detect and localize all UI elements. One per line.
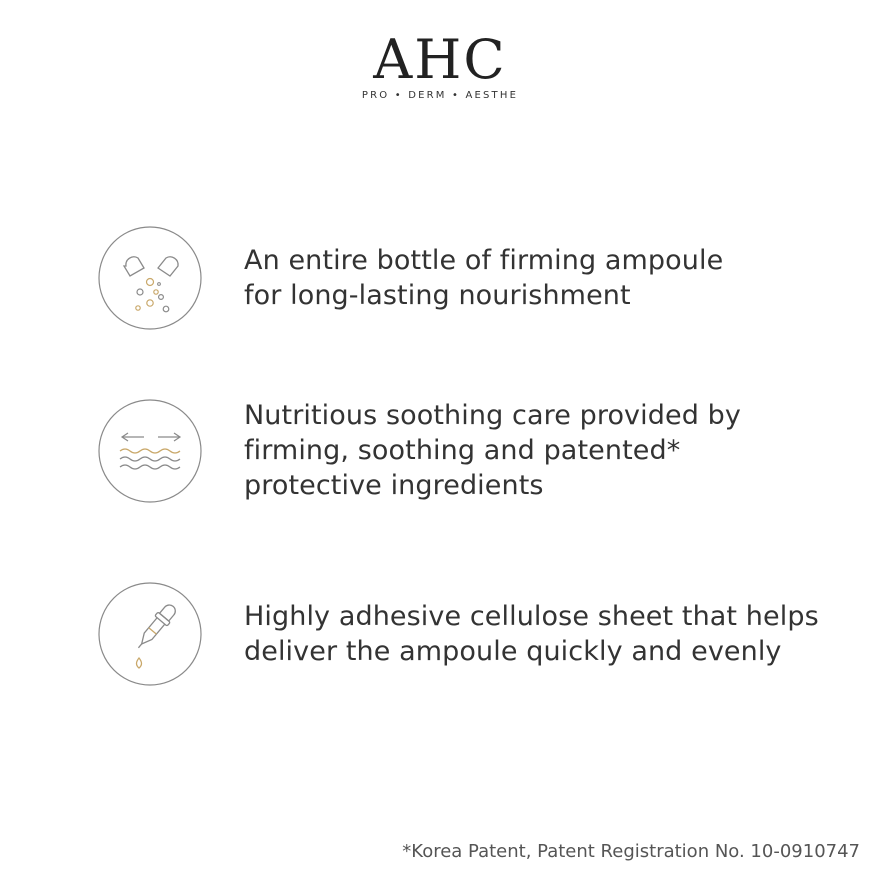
feature-line: deliver the ampoule quickly and evenly (244, 636, 782, 667)
feature-line: for long-lasting nourishment (244, 280, 631, 311)
waves-icon (98, 399, 202, 503)
patent-footnote: *Korea Patent, Patent Registration No. 10-0910747 (402, 841, 860, 862)
feature-description (244, 599, 819, 669)
feature-item-sheet (98, 582, 838, 686)
feature-line: Highly adhesive cellulose sheet that helps (244, 601, 819, 632)
logo-tagline: PRO • DERM • AESTHE (361, 90, 519, 101)
feature-line: firming, soothing and patented* (244, 435, 681, 466)
feature-line: An entire bottle of firming ampoule (244, 245, 724, 276)
brand-logo (0, 30, 880, 101)
feature-description (244, 243, 723, 313)
logo-mark: AHC (373, 28, 507, 91)
feature-item-soothing (98, 398, 838, 503)
feature-line: Nutritious soothing care provided by (244, 400, 741, 431)
feature-description (244, 398, 741, 503)
feature-item-ampoule (98, 226, 838, 330)
dropper-icon (98, 582, 202, 686)
capsule-icon (98, 226, 202, 330)
feature-line: protective ingredients (244, 470, 544, 501)
